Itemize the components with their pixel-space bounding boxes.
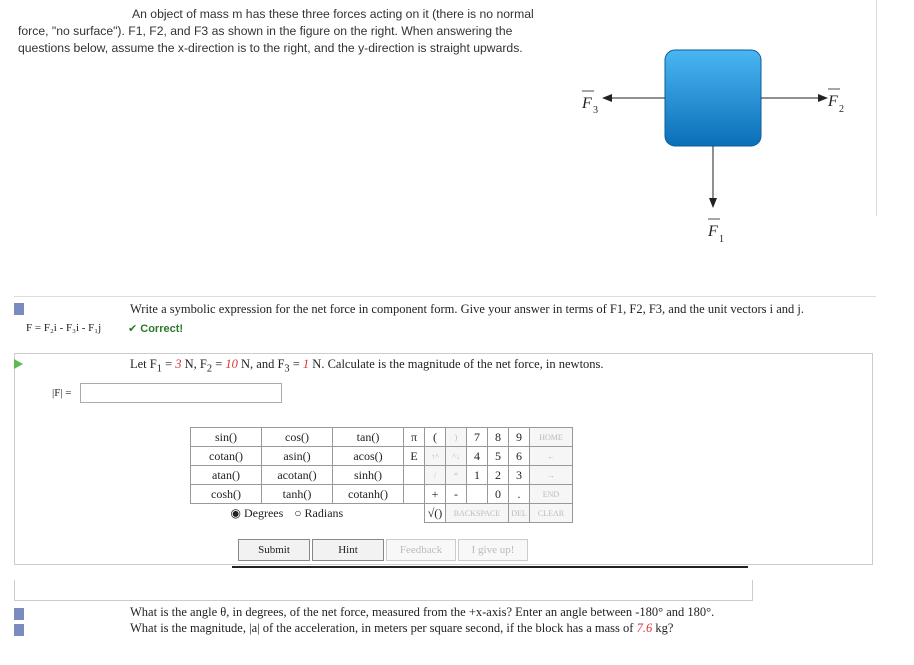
f2-label: F <box>828 93 838 110</box>
angle-mode <box>191 504 404 523</box>
give-up-button[interactable]: I give up! <box>458 539 528 561</box>
radians-radio[interactable]: ○ Radians <box>294 505 344 520</box>
key-right-arrow[interactable]: → <box>530 466 573 485</box>
key-blank-2 <box>404 485 425 504</box>
separator-line <box>232 566 748 568</box>
key-tanh[interactable]: tanh() <box>262 485 333 504</box>
key-atan[interactable]: atan() <box>191 466 262 485</box>
key-acos[interactable]: acos() <box>333 447 404 466</box>
hint-button[interactable]: Hint <box>312 539 384 561</box>
key-7[interactable]: 7 <box>467 428 488 447</box>
key-asin[interactable]: asin() <box>262 447 333 466</box>
force-diagram <box>560 40 880 250</box>
key-end[interactable]: END <box>530 485 573 504</box>
key-tan[interactable]: tan() <box>333 428 404 447</box>
key-blank-3 <box>467 485 488 504</box>
degrees-radio[interactable]: ◉ Degrees <box>230 505 284 520</box>
hint-panel <box>14 580 753 601</box>
key-multiply[interactable]: * <box>446 466 467 485</box>
intro-line-1: An object of mass m has these three forces acting on it (there is no normal <box>132 7 534 21</box>
key-2[interactable]: 2 <box>488 466 509 485</box>
key-cos[interactable]: cos() <box>262 428 333 447</box>
key-4[interactable]: 4 <box>467 447 488 466</box>
part4-question: What is the magnitude, |a| of the acceleration, in meters per square second, if the block has a mass of 7.6 kg? <box>130 621 674 635</box>
key-e[interactable]: E <box>404 447 425 466</box>
key-blank-1 <box>404 466 425 485</box>
key-9[interactable]: 9 <box>509 428 530 447</box>
block <box>665 50 761 146</box>
key-close-paren[interactable]: ) <box>446 428 467 447</box>
key-del[interactable]: DEL <box>509 504 530 523</box>
key-cosh[interactable]: cosh() <box>191 485 262 504</box>
key-plus[interactable]: + <box>425 485 446 504</box>
magnitude-label: |F| = <box>52 387 72 399</box>
f1-label: F <box>708 223 718 240</box>
keypad <box>190 427 573 523</box>
problem-intro <box>18 6 538 57</box>
submit-button[interactable]: Submit <box>238 539 310 561</box>
key-clear[interactable]: CLEAR <box>530 504 573 523</box>
intro-line-3: questions below, assume the x-direction is to the right, and the y-direction is straight upwards. <box>18 41 523 55</box>
magnitude-input[interactable] <box>80 383 282 403</box>
part1-answer: F = F₂i - F₃i - F₁j <box>26 322 102 334</box>
part3-status-icon <box>14 608 24 620</box>
key-cotan[interactable]: cotan() <box>191 447 262 466</box>
key-0[interactable]: 0 <box>488 485 509 504</box>
feedback-button[interactable]: Feedback <box>386 539 456 561</box>
key-left-arrow[interactable]: ← <box>530 447 573 466</box>
key-6[interactable]: 6 <box>509 447 530 466</box>
key-sqrt[interactable]: √() <box>425 504 446 523</box>
part3-question: What is the angle θ, in degrees, of the net force, measured from the +x-axis? Enter an angle between -180° and 180°. <box>130 605 715 619</box>
play-icon <box>14 359 23 369</box>
key-1[interactable]: 1 <box>467 466 488 485</box>
key-sin[interactable]: sin() <box>191 428 262 447</box>
key-cotanh[interactable]: cotanh() <box>333 485 404 504</box>
key-pi[interactable]: π <box>404 428 425 447</box>
key-dot[interactable]: . <box>509 485 530 504</box>
key-sinh[interactable]: sinh() <box>333 466 404 485</box>
key-down-caret[interactable]: ^↓ <box>446 447 467 466</box>
panel-divider <box>14 296 876 297</box>
key-up-caret[interactable]: ↑^ <box>425 447 446 466</box>
svg-text:1: 1 <box>719 234 724 245</box>
key-backspace[interactable]: BACKSPACE <box>446 504 509 523</box>
correct-status: ✔ Correct! <box>128 323 184 335</box>
svg-text:3: 3 <box>593 105 598 116</box>
key-spacer <box>404 504 425 523</box>
key-home[interactable]: HOME <box>530 428 573 447</box>
intro-line-2: force, "no surface"). F1, F2, and F3 as shown in the figure on the right. When answering the <box>18 24 513 38</box>
part1-question: Write a symbolic expression for the net force in component form. Give your answer in terms of F1, F2, F3, and the unit vectors i and j. <box>130 302 804 316</box>
part-status-icon <box>14 303 24 315</box>
key-5[interactable]: 5 <box>488 447 509 466</box>
part2-question: Let $F_1 = 3$ N, $F_2 = 10$ N, and $F_3 = 1$ N. Calculate is the magnitude of the net force, in newtons. <box>130 357 604 375</box>
key-divide[interactable]: / <box>425 466 446 485</box>
part4-status-icon <box>14 624 24 636</box>
svg-text:2: 2 <box>839 104 844 115</box>
key-3[interactable]: 3 <box>509 466 530 485</box>
key-open-paren[interactable]: ( <box>425 428 446 447</box>
f3-label: F <box>582 95 592 112</box>
key-8[interactable]: 8 <box>488 428 509 447</box>
key-minus[interactable]: - <box>446 485 467 504</box>
key-acotan[interactable]: acotan() <box>262 466 333 485</box>
